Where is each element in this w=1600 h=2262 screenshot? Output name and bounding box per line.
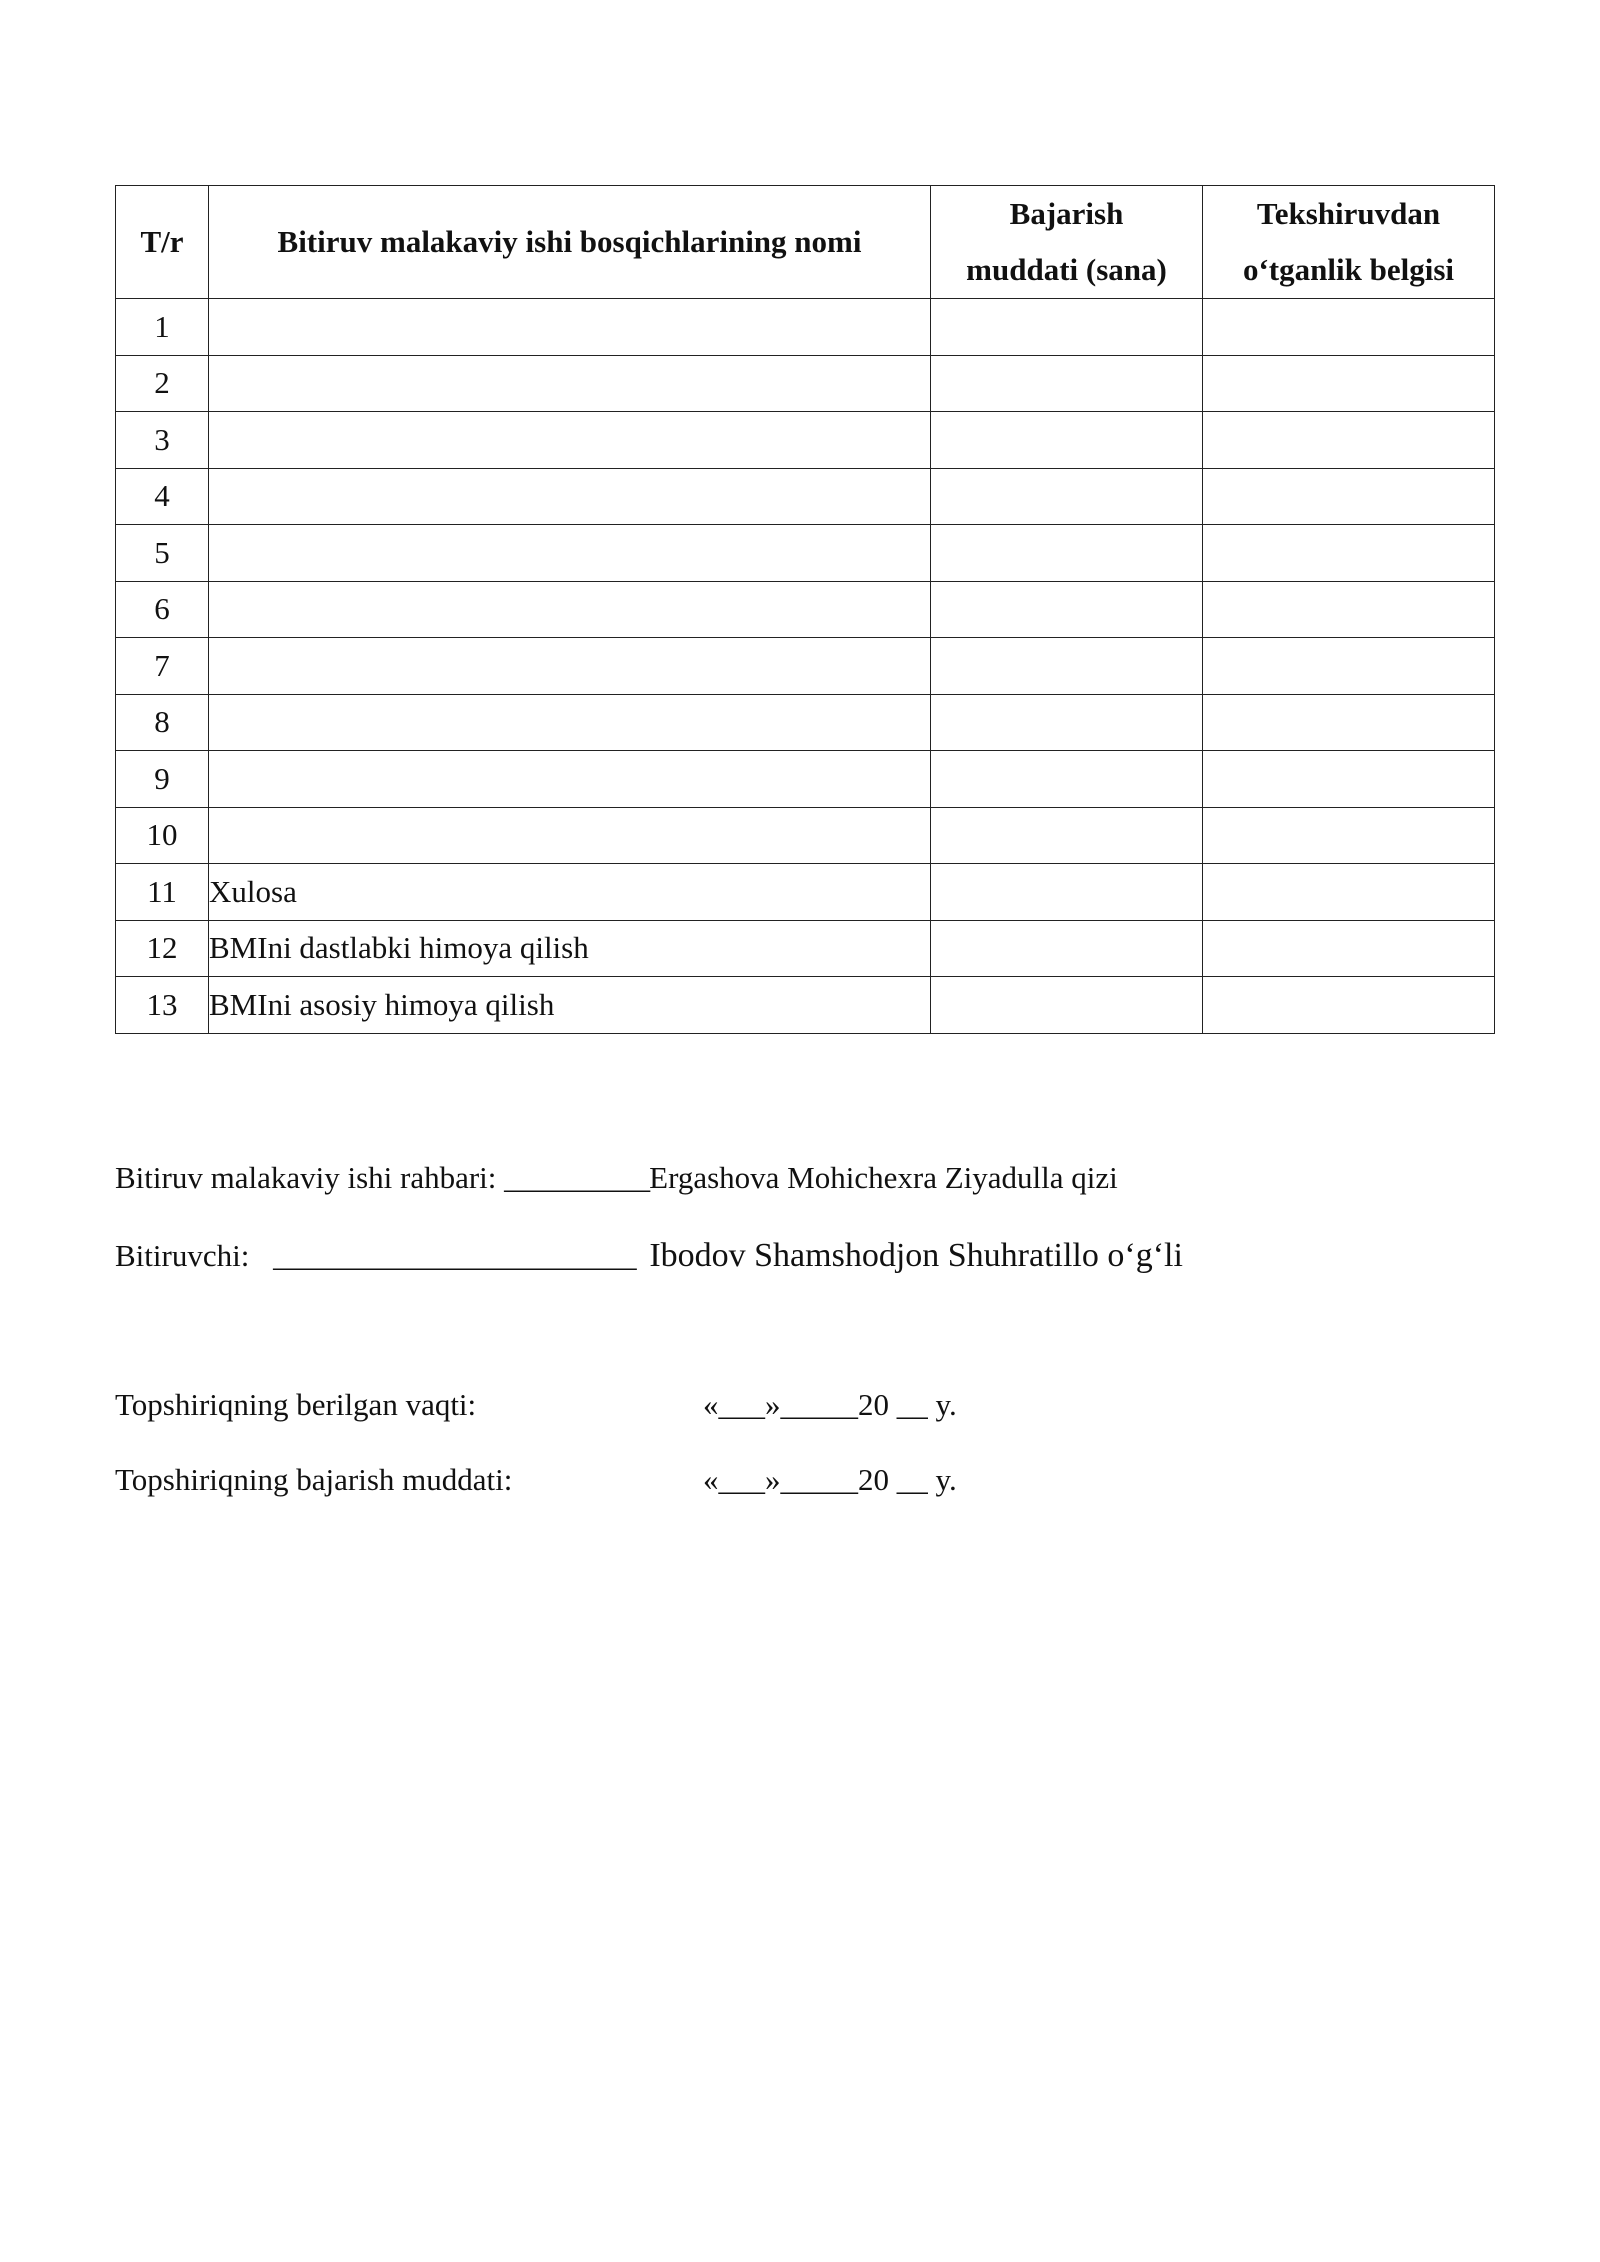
row-stage <box>209 525 931 582</box>
table-row <box>116 694 1495 751</box>
header-check-line2: o‘tganlik belgisi <box>1242 252 1454 287</box>
header-deadline-line1: Bajarish <box>1009 196 1124 231</box>
supervisor-label: Bitiruv malakaviy ishi rahbari: <box>115 1160 505 1195</box>
row-number: 9 <box>116 751 209 808</box>
header-check-line1: Tekshiruvdan <box>1256 196 1441 231</box>
row-check <box>1203 751 1495 808</box>
row-deadline <box>931 864 1203 921</box>
row-stage <box>209 299 931 356</box>
row-stage <box>209 468 931 525</box>
row-deadline <box>931 299 1203 356</box>
row-deadline <box>931 355 1203 412</box>
graduate-signature-blank: _________________________ <box>273 1238 636 1273</box>
row-number: 8 <box>116 694 209 751</box>
row-check <box>1203 638 1495 695</box>
table-row <box>116 638 1495 695</box>
header-check-mark <box>1203 186 1495 299</box>
row-number: 13 <box>116 977 209 1034</box>
row-number: 4 <box>116 468 209 525</box>
row-deadline <box>931 694 1203 751</box>
row-number: 12 <box>116 920 209 977</box>
row-number: 11 <box>116 864 209 921</box>
row-check <box>1203 355 1495 412</box>
row-number: 5 <box>116 525 209 582</box>
row-check <box>1203 468 1495 525</box>
table-row <box>116 355 1495 412</box>
row-check <box>1203 920 1495 977</box>
row-stage <box>209 807 931 864</box>
deadline-date-value: «___»_____20 __ y. <box>703 1462 957 1497</box>
row-check <box>1203 412 1495 469</box>
row-stage <box>209 751 931 808</box>
graduate-name: Ibodov Shamshodjon Shuhratillo o‘g‘li <box>649 1237 1183 1274</box>
row-stage <box>209 694 931 751</box>
row-number: 1 <box>116 299 209 356</box>
header-stage-name: Bitiruv malakaviy ishi bosqichlarining nomi <box>209 186 931 299</box>
row-stage: BMIni dastlabki himoya qilish <box>209 920 931 977</box>
header-number: T/r <box>116 186 209 299</box>
row-deadline <box>931 581 1203 638</box>
supervisor-signature-blank: __________ <box>504 1160 650 1195</box>
table-header-row <box>116 186 1495 299</box>
row-check <box>1203 299 1495 356</box>
row-number: 6 <box>116 581 209 638</box>
row-stage <box>209 412 931 469</box>
row-check <box>1203 694 1495 751</box>
graduate-label: Bitiruvchi: <box>115 1238 250 1273</box>
graduate-line <box>115 1237 1183 1275</box>
row-deadline <box>931 468 1203 525</box>
row-stage <box>209 638 931 695</box>
row-deadline <box>931 807 1203 864</box>
issued-label: Topshiriqning berilgan vaqti: <box>115 1387 477 1422</box>
table-row <box>116 412 1495 469</box>
supervisor-name: Ergashova Mohichexra Ziyadulla qizi <box>649 1160 1118 1195</box>
table-row <box>116 977 1495 1034</box>
supervisor-line <box>115 1160 1118 1196</box>
row-number: 7 <box>116 638 209 695</box>
row-stage <box>209 581 931 638</box>
header-deadline <box>931 186 1203 299</box>
row-check <box>1203 864 1495 921</box>
row-deadline <box>931 638 1203 695</box>
row-check <box>1203 807 1495 864</box>
table-row <box>116 864 1495 921</box>
row-number: 10 <box>116 807 209 864</box>
row-deadline <box>931 977 1203 1034</box>
row-number: 3 <box>116 412 209 469</box>
table-row <box>116 299 1495 356</box>
row-deadline <box>931 525 1203 582</box>
table-row <box>116 468 1495 525</box>
row-check <box>1203 581 1495 638</box>
table-row <box>116 525 1495 582</box>
deadline-label: Topshiriqning bajarish muddati: <box>115 1462 513 1497</box>
row-stage: BMIni asosiy himoya qilish <box>209 977 931 1034</box>
row-deadline <box>931 920 1203 977</box>
row-deadline <box>931 412 1203 469</box>
row-number: 2 <box>116 355 209 412</box>
issued-date-value: «___»_____20 __ y. <box>703 1387 957 1422</box>
row-check <box>1203 977 1495 1034</box>
table-row <box>116 581 1495 638</box>
row-check <box>1203 525 1495 582</box>
table-row <box>116 807 1495 864</box>
table-row <box>116 751 1495 808</box>
row-stage: Xulosa <box>209 864 931 921</box>
table-row <box>116 920 1495 977</box>
row-deadline <box>931 751 1203 808</box>
stages-table <box>115 185 1495 1034</box>
header-deadline-line2: muddati (sana) <box>966 252 1167 287</box>
row-stage <box>209 355 931 412</box>
